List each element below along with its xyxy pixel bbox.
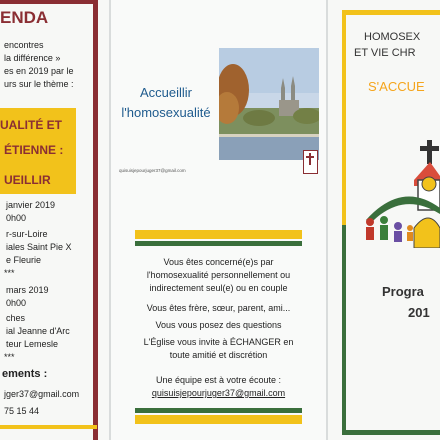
body-line: Vous êtes concerné(e)s par bbox=[163, 257, 274, 267]
theme-line: ÉTIENNE : bbox=[4, 143, 64, 157]
maroon-top-border bbox=[0, 0, 97, 4]
body-line: l'homosexualité personnellement ou bbox=[146, 270, 291, 280]
agenda-title: ENDA bbox=[0, 8, 49, 27]
header-line: ET VIE CHR bbox=[354, 47, 416, 59]
yellow-top-border bbox=[342, 10, 440, 15]
green-bar-bottom bbox=[135, 408, 302, 413]
left-panel bbox=[0, 0, 109, 440]
intro-line: encontres bbox=[4, 40, 44, 50]
program-line: Progra bbox=[382, 284, 424, 299]
contact-heading: ements : bbox=[2, 368, 48, 380]
diocese-logo-icon bbox=[303, 150, 318, 174]
green-left-border bbox=[342, 225, 346, 435]
church-illustration bbox=[356, 140, 440, 248]
contact-email: jger37@gmail.com bbox=[4, 389, 80, 399]
church-photo bbox=[219, 48, 319, 160]
small-email: quisuisjepourjuger37@gmail.com bbox=[119, 168, 186, 173]
program-line: 201 bbox=[408, 305, 430, 320]
separator: *** bbox=[4, 352, 15, 362]
event1-line: iales Saint Pie X bbox=[6, 242, 72, 252]
theme-line: UALITÉ ET bbox=[0, 118, 62, 132]
yellow-bottom-border bbox=[0, 425, 97, 429]
green-bar-top bbox=[135, 241, 302, 246]
yellow-bar-bottom bbox=[135, 415, 302, 424]
yellow-bar-top bbox=[135, 230, 302, 239]
body-line: Vous êtes frère, sœur, parent, ami... bbox=[146, 303, 291, 313]
body-line: L'Église vous invite à ÉCHANGER en bbox=[143, 337, 294, 347]
event2-line: ial Jeanne d'Arc bbox=[6, 326, 70, 336]
contact-email-link[interactable]: quisuisjepourjuger37@gmail.com bbox=[151, 388, 286, 398]
separator: *** bbox=[4, 268, 15, 278]
body-line: indirectement seul(e) ou en couple bbox=[149, 283, 288, 293]
contact-phone: 75 15 44 bbox=[4, 406, 40, 416]
event2-line: ches bbox=[6, 313, 26, 323]
theme-line: UEILLIR bbox=[4, 173, 51, 187]
yellow-left-border bbox=[342, 10, 346, 225]
header-line: HOMOSEX bbox=[364, 31, 421, 43]
event1-line: 0h00 bbox=[6, 213, 27, 223]
event1-line: e Fleurie bbox=[6, 255, 42, 265]
event1-line: janvier 2019 bbox=[6, 200, 56, 210]
event2-line: mars 2019 bbox=[6, 285, 49, 295]
right-panel bbox=[328, 0, 440, 440]
body-line: toute amitié et discrétion bbox=[169, 350, 268, 360]
body-line: Une équipe est à votre écoute : bbox=[155, 375, 282, 385]
title-line: l'homosexualité bbox=[121, 105, 211, 120]
subtitle: S'ACCUE bbox=[368, 79, 425, 94]
intro-line: es en 2019 par le bbox=[4, 66, 74, 76]
event2-line: 0h00 bbox=[6, 298, 27, 308]
title-line: Accueillir bbox=[139, 85, 192, 100]
intro-line: urs sur le thème : bbox=[4, 79, 74, 89]
event2-line: teur Lemesle bbox=[6, 339, 59, 349]
intro-line: la différence » bbox=[4, 53, 61, 63]
maroon-right-border bbox=[93, 0, 98, 440]
body-line: Vous vous posez des questions bbox=[155, 320, 282, 330]
green-bottom-border bbox=[342, 430, 440, 435]
middle-panel bbox=[111, 0, 326, 440]
event1-line: r-sur-Loire bbox=[6, 229, 48, 239]
